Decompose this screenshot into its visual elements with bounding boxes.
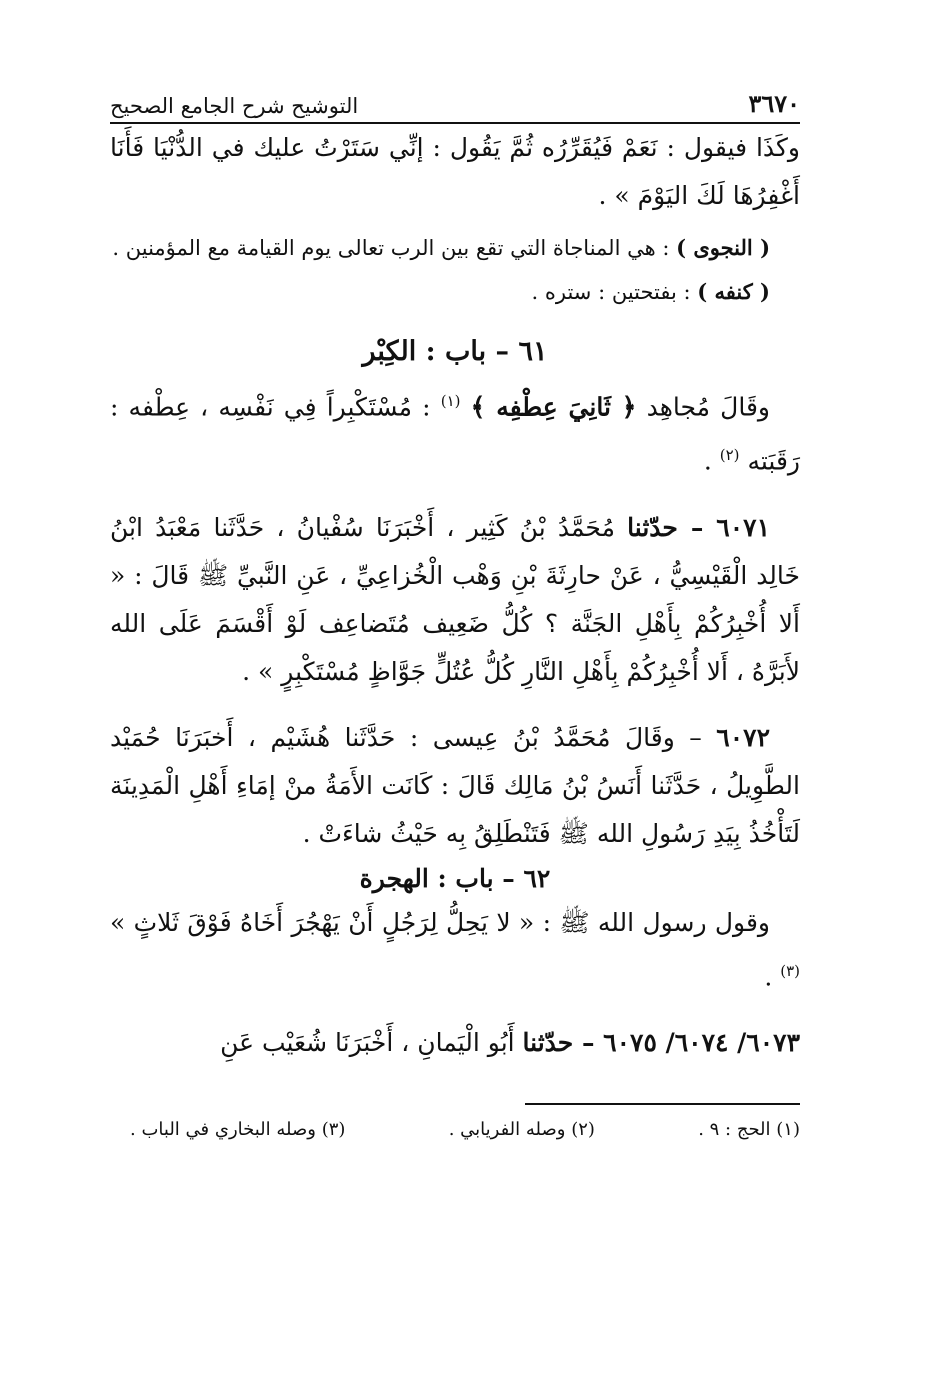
hadith-number: ٦٠٧٢ [716, 722, 770, 752]
gloss-kanaf [110, 270, 800, 314]
gloss-term: ( كنفه ) [697, 279, 770, 304]
gloss-term: ( النجوى ) [676, 235, 770, 260]
chapter-heading-61: ٦١ – باب : الكِبْر [362, 336, 548, 367]
hadith-6071 [110, 504, 800, 696]
footnote-divider [525, 1103, 800, 1105]
footnote-2: (٢) وصله الفريابي . [448, 1118, 595, 1140]
running-title: التوشيح شرح الجامع الصحيح [110, 94, 359, 118]
gloss-najwa [110, 226, 800, 270]
chapter-heading-62: ٦٢ – باب : الهجرة [359, 863, 551, 893]
footnote-ref-2: (٢) [719, 446, 740, 465]
hadith-text: أَبُو الْيَمانِ ، أَخْبَرَنَا شُعَيْب عَنِ [220, 1027, 523, 1057]
footnote-ref-3: (٣) [780, 961, 800, 980]
hadith-number: ٦٠٧١ – حدّثنا [627, 512, 770, 542]
quran-quote: ﴿ ثَانِيَ عِطْفِه ﴾ [470, 392, 637, 422]
hijra-post: . [764, 961, 781, 991]
page-header [110, 78, 800, 124]
hadith-text: مُحَمَّدُ بْنُ كَثِير ، أَخْبَرَنَا سُفْيانُ ، حَدَّثَنا مَعْبَدُ ابْنُ خَالِد الْقَيْسِيُّ ، عَنْ حارِثَةَ بْنِ وَهْب الْخُزاعِيِّ ، عَنِ النَّبيِّ ﷺ قَالَ : « أَلا أُخْبِرُكُمْ بِأَهْلِ الجَنَّة ؟ كُلُّ ضَعِيف مُتَضاعِف لَوْ أَقْسَمَ عَلَى الله لأَبَرَّهُ ، أَلا أُخْبِرُكُمْ بِأَهْلِ النَّارِ كُلُّ عُتُلٍّ جَوَّاظٍ مُسْتَكْبِرٍ » . [110, 512, 800, 686]
mujahid-paragraph [110, 377, 800, 486]
mujahid-mid: : مُسْتَكْبِراً فِي نَفْسِه ، عِطْفه : رَقَبَته [110, 392, 800, 476]
hijra-paragraph [110, 899, 800, 1001]
footnote-1: (١) الحج : ٩ . [698, 1118, 800, 1140]
footnote-3: (٣) وصله البخاري في الباب . [130, 1118, 346, 1140]
mujahid-pre: وقَالَ مُجاهِد [636, 392, 770, 422]
gloss-text: : بفتحتين : ستره . [531, 280, 698, 304]
hadith-text: – وقَالَ مُحَمَّدُ بْنُ عِيسى : حَدَّثَنا هُشَيْم ، أَخبَرَنَا حُمَيْد الطَّوِيلُ ، حَدَّثَنا أَنَسُ بْنُ مَالِك قَالَ : كَانَت الأَمَةُ منْ إمَاءِ أَهْلِ الْمَدِينَة لَتَأْخُذُ بِيَدِ رَسُولِ الله ﷺ فَتَنْطَلِقُ بِه حَيْثُ شاءَتْ . [110, 722, 800, 848]
footnote-ref-1: (١) [440, 392, 461, 410]
hadith-6073 [110, 1019, 800, 1067]
paragraph-continuation: وكَذَا فيقول : نَعَمْ فَيُقَرِّرُه ثُمَّ يَقُول : إنِّي سَتَرْتُ عليك في الدُّنْيَا فَأَنَا أَغْفِرُهَا لَكَ اليَوْمَ » . [110, 133, 800, 210]
hijra-text: وقول رسول الله ﷺ : « لا يَحِلُّ لِرَجُلٍ أَنْ يَهْجُرَ أَخَاهُ فَوْقَ ثَلاثٍ » [110, 907, 770, 937]
gloss-text: : هي المناجاة التي تقع بين الرب تعالى يوم القيامة مع المؤمنين . [112, 236, 677, 260]
page [110, 78, 800, 1140]
hadith-number: ٦٠٧٣/ ٦٠٧٤/ ٦٠٧٥ – حدّثنا [522, 1027, 800, 1057]
mujahid-post: . [703, 446, 720, 476]
hadith-6072 [110, 714, 800, 858]
page-number: ٣٦٧٠ [748, 89, 800, 118]
footnotes [110, 1119, 800, 1140]
